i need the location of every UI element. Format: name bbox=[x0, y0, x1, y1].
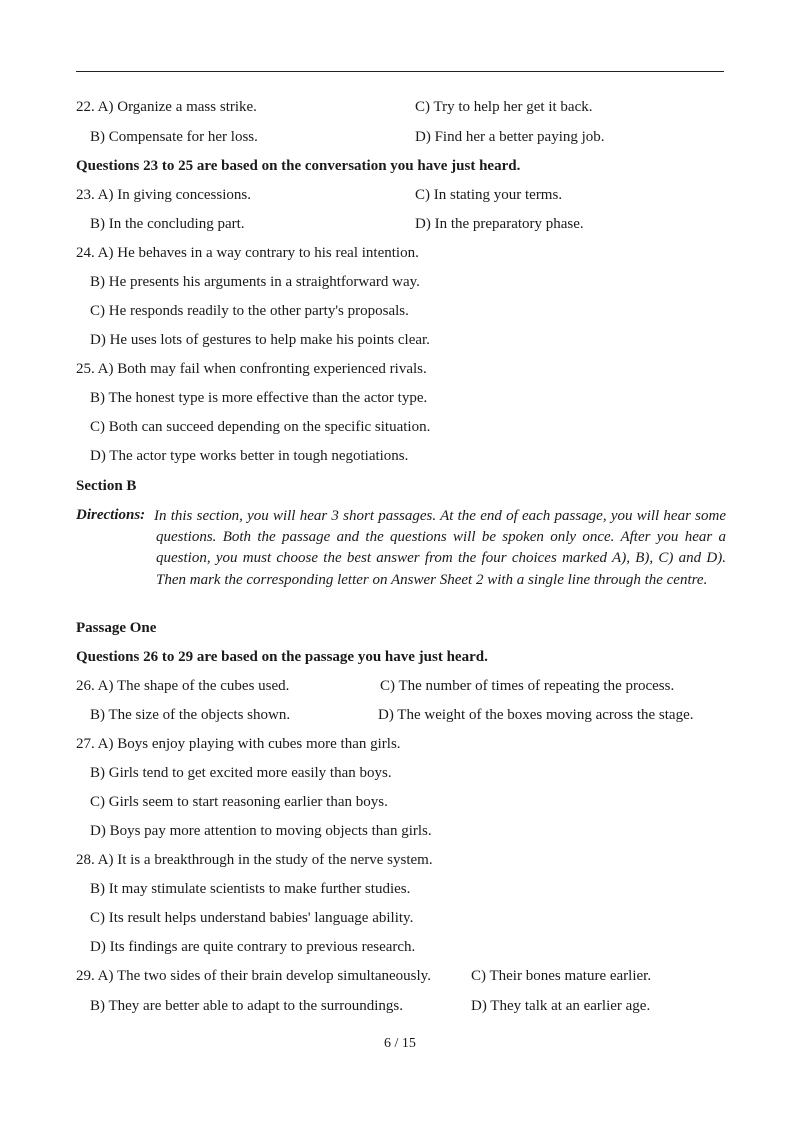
q28-option-b: B) It may stimulate scientists to make further studies. bbox=[90, 881, 411, 897]
heading-questions-26-29: Questions 26 to 29 are based on the passage you have just heard. bbox=[76, 649, 488, 665]
q29-option-a: 29. A) The two sides of their brain develop simultaneously. bbox=[76, 968, 431, 984]
q27-option-c: C) Girls seem to start reasoning earlier than boys. bbox=[90, 794, 388, 810]
q26-option-d: D) The weight of the boxes moving across the stage. bbox=[378, 707, 694, 723]
q22-option-b: B) Compensate for her loss. bbox=[90, 129, 258, 145]
q29-option-c: C) Their bones mature earlier. bbox=[471, 968, 652, 984]
q25-option-b: B) The honest type is more effective than the actor type. bbox=[90, 390, 428, 406]
q28-option-c: C) Its result helps understand babies' language ability. bbox=[90, 910, 414, 926]
q23-option-a: 23. A) In giving concessions. bbox=[76, 187, 251, 203]
q23-option-b: B) In the concluding part. bbox=[90, 216, 245, 232]
q28-option-a: 28. A) It is a breakthrough in the study of the nerve system. bbox=[76, 852, 433, 868]
q23-option-c: C) In stating your terms. bbox=[415, 187, 563, 203]
q22-option-d: D) Find her a better paying job. bbox=[415, 129, 605, 145]
q23-option-d: D) In the preparatory phase. bbox=[415, 216, 584, 232]
q25-option-d: D) The actor type works better in tough negotiations. bbox=[90, 448, 409, 464]
header-rule bbox=[76, 71, 724, 72]
q29-option-b: B) They are better able to adapt to the surroundings. bbox=[90, 998, 403, 1014]
q25-option-c: C) Both can succeed depending on the specific situation. bbox=[90, 419, 431, 435]
q24-option-c: C) He responds readily to the other party's proposals. bbox=[90, 303, 409, 319]
directions-text: In this section, you will hear 3 short passages. At the end of each passage, you will hear some questions. Both the passage and the questions will be spoken only once. After you hear a question, you must choose the best answer from the four choices marked A), B), C) and D). Then mark the corresponding letter on Answer Sheet 2 with a single line through the centre. bbox=[154, 508, 726, 588]
q27-option-a: 27. A) Boys enjoy playing with cubes more than girls. bbox=[76, 736, 401, 752]
q24-option-d: D) He uses lots of gestures to help make his points clear. bbox=[90, 332, 430, 348]
q24-option-b: B) He presents his arguments in a straightforward way. bbox=[90, 274, 420, 290]
directions-label: Directions: bbox=[76, 507, 146, 523]
q28-option-d: D) Its findings are quite contrary to previous research. bbox=[90, 939, 416, 955]
q26-option-a: 26. A) The shape of the cubes used. bbox=[76, 678, 290, 694]
q26-option-b: B) The size of the objects shown. bbox=[90, 707, 291, 723]
q24-option-a: 24. A) He behaves in a way contrary to his real intention. bbox=[76, 245, 419, 261]
heading-questions-23-25: Questions 23 to 25 are based on the conversation you have just heard. bbox=[76, 158, 521, 174]
q29-option-d: D) They talk at an earlier age. bbox=[471, 998, 651, 1014]
q22-option-a: 22. A) Organize a mass strike. bbox=[76, 99, 257, 115]
q27-option-b: B) Girls tend to get excited more easily than boys. bbox=[90, 765, 392, 781]
q22-option-c: C) Try to help her get it back. bbox=[415, 99, 593, 115]
section-b-heading: Section B bbox=[76, 478, 137, 494]
q25-option-a: 25. A) Both may fail when confronting experienced rivals. bbox=[76, 361, 427, 377]
q27-option-d: D) Boys pay more attention to moving objects than girls. bbox=[90, 823, 432, 839]
page-number: 6 / 15 bbox=[384, 1036, 416, 1051]
passage-one-heading: Passage One bbox=[76, 620, 157, 636]
q26-option-c: C) The number of times of repeating the process. bbox=[380, 678, 675, 694]
